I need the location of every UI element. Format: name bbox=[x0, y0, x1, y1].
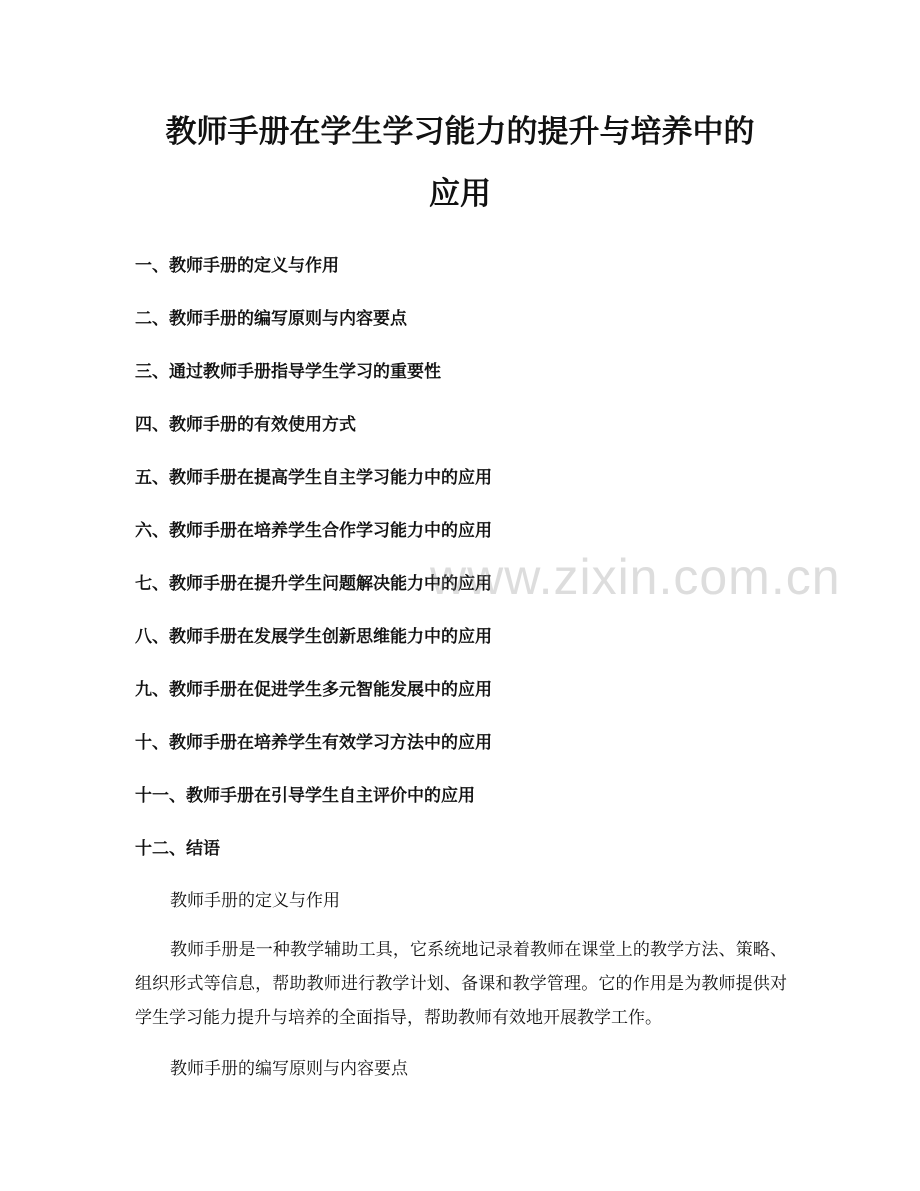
section-1-paragraph: 教师手册是一种教学辅助工具，它系统地记录着教师在课堂上的教学方法、策略、组织形式等信息，帮助教师进行教学计划、备课和教学管理。它的作用是为教师提供对学生学习能力提升与培养的全面指导，帮助教师有效地开展教学工作。 bbox=[135, 940, 787, 1028]
toc-item-9: 九、教师手册在促进学生多元智能发展中的应用 bbox=[135, 680, 492, 700]
document-title-line-2: 应用 bbox=[429, 176, 491, 212]
toc-item-10: 十、教师手册在培养学生有效学习方法中的应用 bbox=[135, 733, 492, 753]
toc-item-12: 十二、结语 bbox=[135, 839, 220, 859]
document-title-line-1: 教师手册在学生学习能力的提升与培养中的 bbox=[165, 114, 755, 150]
toc-item-5: 五、教师手册在提高学生自主学习能力中的应用 bbox=[135, 468, 492, 488]
toc-item-2: 二、教师手册的编写原则与内容要点 bbox=[135, 309, 407, 329]
toc-item-11: 十一、教师手册在引导学生自主评价中的应用 bbox=[135, 786, 475, 806]
section-2-heading: 教师手册的编写原则与内容要点 bbox=[170, 1059, 408, 1079]
toc-item-1: 一、教师手册的定义与作用 bbox=[135, 256, 339, 276]
toc-item-4: 四、教师手册的有效使用方式 bbox=[135, 415, 356, 435]
toc-item-6: 六、教师手册在培养学生合作学习能力中的应用 bbox=[135, 521, 492, 541]
watermark: www.zixin.com.cn bbox=[430, 549, 841, 605]
toc-item-3: 三、通过教师手册指导学生学习的重要性 bbox=[135, 362, 441, 382]
toc-item-7: 七、教师手册在提升学生问题解决能力中的应用 bbox=[135, 574, 492, 594]
toc-item-8: 八、教师手册在发展学生创新思维能力中的应用 bbox=[135, 627, 492, 647]
section-1-heading: 教师手册的定义与作用 bbox=[170, 891, 340, 911]
